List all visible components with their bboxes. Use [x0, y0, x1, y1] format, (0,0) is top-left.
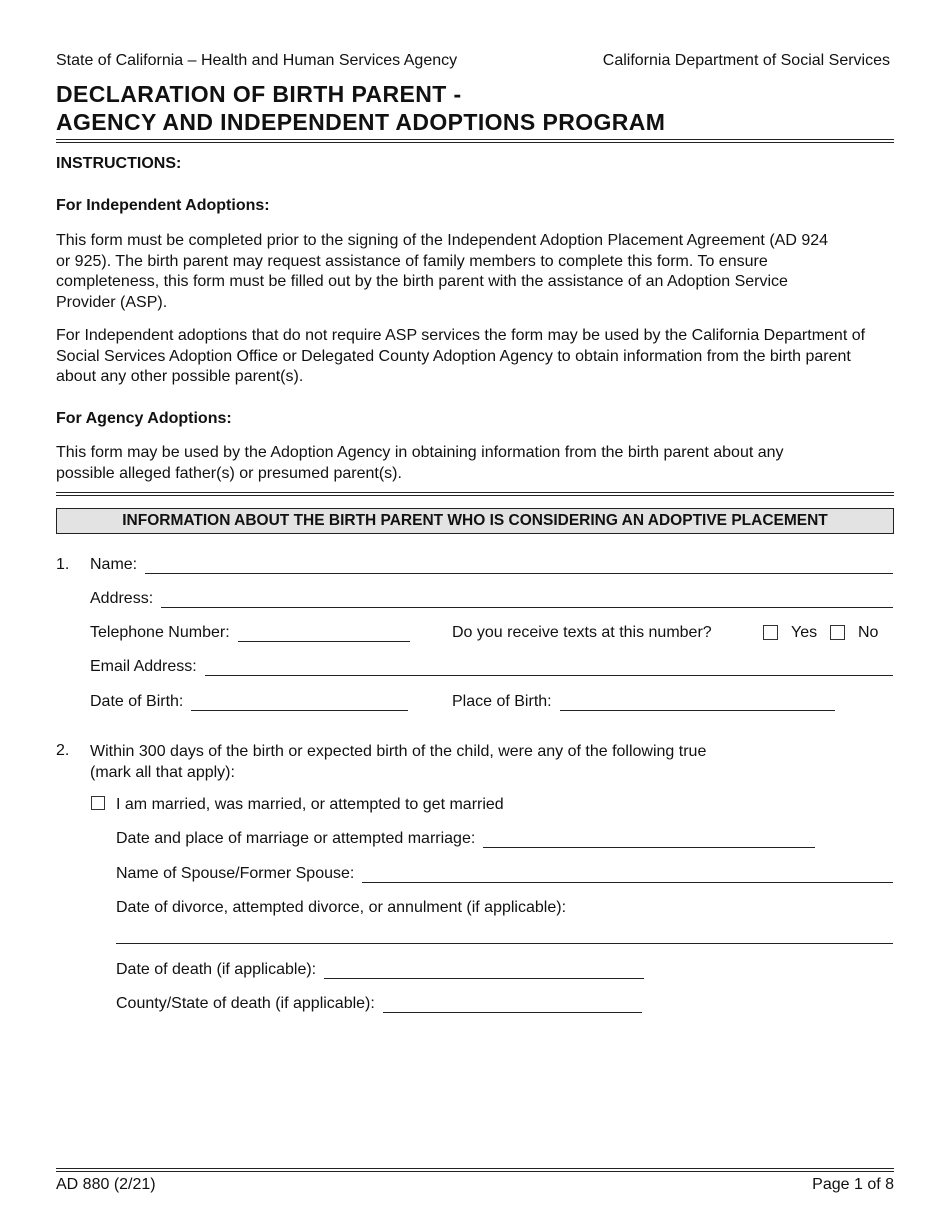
question-2-number: 2.	[56, 742, 70, 759]
pob-row	[452, 693, 835, 711]
form-title-line2: AGENCY AND INDEPENDENT ADOPTIONS PROGRAM	[56, 109, 666, 135]
telephone-label: Telephone Number:	[90, 624, 230, 641]
independent-paragraph-2: For Independent adoptions that do not require ASP services the form may be used by the California Department of Social Services Adoption Office or Delegated County Adoption Agency to obtain information from the birth parent about any other possible parent(s).	[56, 327, 866, 385]
texts-no-label: No	[858, 624, 879, 641]
texts-yes-checkbox[interactable]	[763, 625, 778, 640]
divorce-field[interactable]	[116, 929, 893, 944]
page-number: Page 1 of 8	[812, 1176, 894, 1193]
instructions-heading: INSTRUCTIONS:	[56, 155, 182, 172]
dob-row	[90, 693, 408, 711]
death-county-field[interactable]	[383, 998, 642, 1013]
spouse-row	[116, 865, 893, 883]
address-field[interactable]	[161, 593, 893, 608]
email-label: Email Address:	[90, 658, 197, 675]
name-label: Name:	[90, 556, 138, 573]
section-title-bar: INFORMATION ABOUT THE BIRTH PARENT WHO IS CONSIDERING AN ADOPTIVE PLACEMENT	[56, 508, 894, 534]
section-divider	[56, 492, 894, 496]
independent-paragraph-1: This form must be completed prior to the signing of the Independent Adoption Placement Agreement (AD 924 or 925). The birth parent may request assistance of family members to complete this form. To ensure completeness, this form must be filled out by the birth parent with the assistance of an Adoption Service Provider (ASP).	[56, 232, 829, 311]
title-divider	[56, 139, 894, 143]
death-date-field[interactable]	[324, 964, 644, 979]
agency-paragraph: This form may be used by the Adoption Agency in obtaining information from the birth parent about any possible alleged father(s) or presumed parent(s).	[56, 444, 784, 482]
agency-header: State of California – Health and Human Services Agency	[56, 52, 458, 69]
department-header: California Department of Social Services	[602, 52, 890, 69]
marriage-date-field[interactable]	[483, 833, 815, 848]
spouse-label: Name of Spouse/Former Spouse:	[116, 865, 355, 882]
married-option-label: I am married, was married, or attempted to get married	[116, 796, 504, 813]
address-label: Address:	[90, 590, 154, 607]
death-county-row	[116, 995, 642, 1013]
texts-question: Do you receive texts at this number?	[452, 624, 712, 641]
question-2-line1: Within 300 days of the birth or expected birth of the child, were any of the following true	[90, 743, 707, 760]
dob-field[interactable]	[191, 696, 408, 711]
spouse-field[interactable]	[362, 868, 893, 883]
texts-no-checkbox[interactable]	[830, 625, 845, 640]
telephone-row	[90, 624, 410, 642]
footer-divider	[56, 1168, 894, 1172]
divorce-label: Date of divorce, attempted divorce, or annulment (if applicable):	[116, 899, 567, 916]
independent-adoptions-heading: For Independent Adoptions:	[56, 197, 270, 214]
name-row	[90, 556, 893, 574]
dob-label: Date of Birth:	[90, 693, 184, 710]
email-field[interactable]	[205, 661, 893, 676]
question-2-line2: (mark all that apply):	[90, 763, 235, 781]
pob-field[interactable]	[560, 696, 835, 711]
marriage-date-row	[116, 830, 815, 848]
form-id: AD 880 (2/21)	[56, 1176, 156, 1193]
name-field[interactable]	[145, 559, 893, 574]
marriage-date-label: Date and place of marriage or attempted marriage:	[116, 830, 476, 847]
pob-label: Place of Birth:	[452, 693, 552, 710]
address-row	[90, 590, 893, 608]
death-date-label: Date of death (if applicable):	[116, 961, 317, 978]
question-2-text	[90, 742, 706, 783]
married-checkbox[interactable]	[91, 796, 105, 810]
texts-yes-label: Yes	[791, 624, 818, 641]
form-title	[56, 80, 665, 136]
form-title-line1: DECLARATION OF BIRTH PARENT -	[56, 81, 462, 107]
question-1-number: 1.	[56, 556, 70, 573]
death-date-row	[116, 961, 644, 979]
death-county-label: County/State of death (if applicable):	[116, 995, 375, 1012]
telephone-field[interactable]	[238, 627, 410, 642]
email-row	[90, 658, 893, 676]
agency-adoptions-heading: For Agency Adoptions:	[56, 410, 232, 427]
